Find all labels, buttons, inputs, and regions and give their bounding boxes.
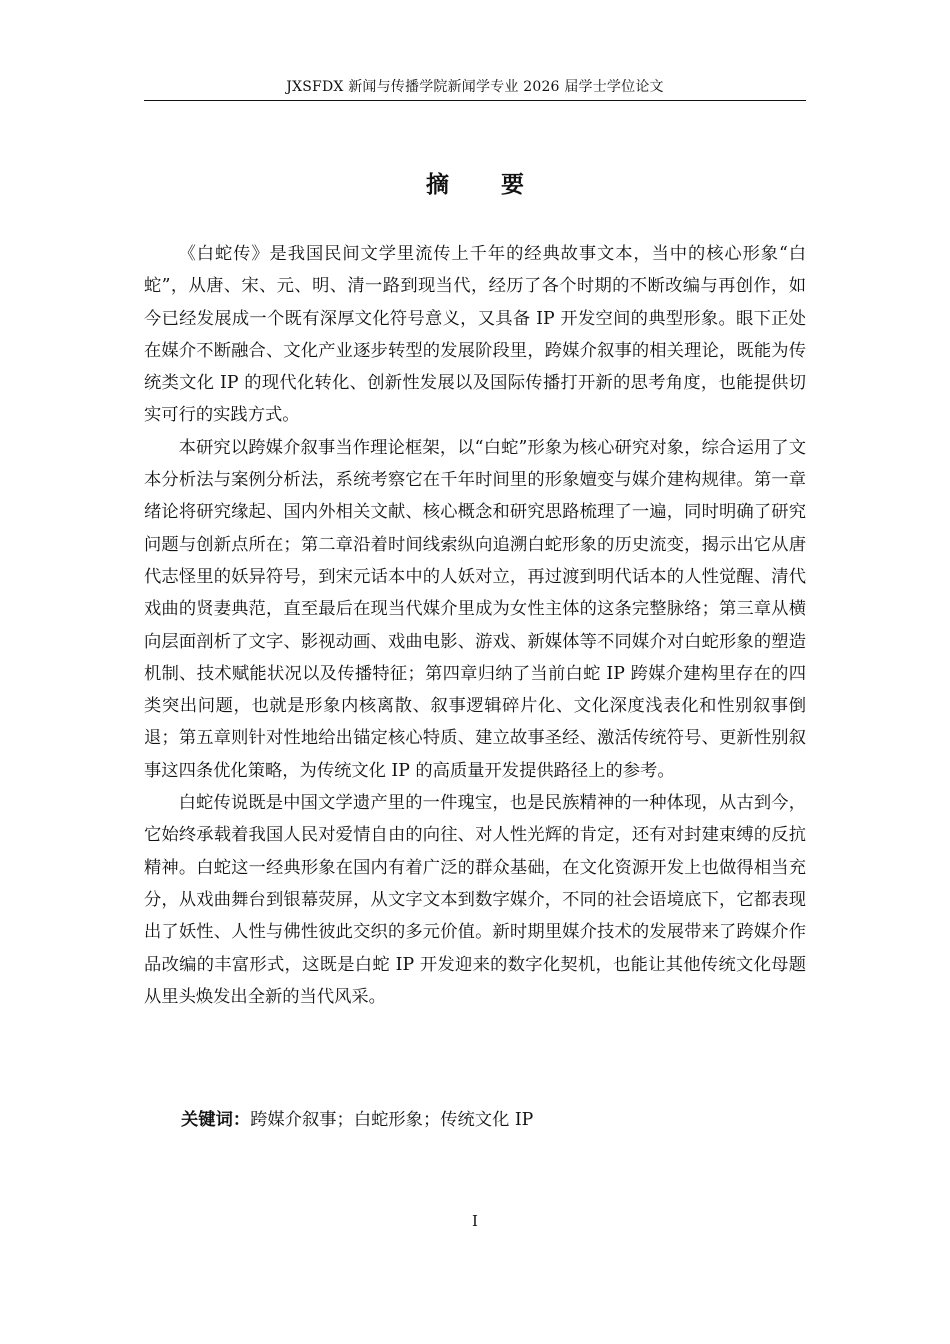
page-number: I	[472, 1212, 478, 1230]
abstract-paragraph-3: 白蛇传说既是中国文学遗产里的一件瑰宝，也是民族精神的一种体现，从古到今，它始终承载着我国人民对爱情自由的向往、对人性光辉的肯定，还有对封建束缚的反抗精神。白蛇这一经典形象在国内有着广泛的群众基础，在文化资源开发上也做得相当充分，从戏曲舞台到银幕荧屏，从文字文本到数字媒介，不同的社会语境底下，它都表现出了妖性、人性与佛性彼此交织的多元价值。新时期里媒介技术的发展带来了跨媒介作品改编的丰富形式，这既是白蛇 IP 开发迎来的数字化契机，也能让其他传统文化母题从里头焕发出全新的当代风采。	[144, 793, 806, 1007]
abstract-body	[144, 238, 806, 1013]
header-rule	[144, 100, 806, 101]
keywords-label: 关键词：	[181, 1110, 251, 1130]
abstract-title: 摘 要	[425, 172, 546, 198]
running-header: JXSFDX 新闻与传播学院新闻学专业 2026 届学士学位论文	[286, 79, 664, 95]
keywords-text: 跨媒介叙事；白蛇形象；传统文化 IP	[250, 1110, 534, 1130]
keywords-line	[181, 1104, 806, 1136]
abstract-paragraph-1: 《白蛇传》是我国民间文学里流传上千年的经典故事文本，当中的核心形象“白蛇”，从唐、宋、元、明、清一路到现当代，经历了各个时期的不断改编与再创作，如今已经发展成一个既有深厚文化符号意义，又具备 IP 开发空间的典型形象。眼下正处在媒介不断融合、文化产业逐步转型的发展阶段里，跨媒介叙事的相关理论，既能为传统类文化 IP 的现代化转化、创新性发展以及国际传播打开新的思考角度，也能提供切实可行的实践方式。	[144, 244, 806, 426]
abstract-paragraph-2: 本研究以跨媒介叙事当作理论框架，以“白蛇”形象为核心研究对象，综合运用了文本分析法与案例分析法，系统考察它在千年时间里的形象嬗变与媒介建构规律。第一章绪论将研究缘起、国内外相关文献、核心概念和研究思路梳理了一遍，同时明确了研究问题与创新点所在；第二章沿着时间线索纵向追溯白蛇形象的历史流变，揭示出它从唐代志怪里的妖异符号，到宋元话本中的人妖对立，再过渡到明代话本的人性觉醒、清代戏曲的贤妻典范，直至最后在现当代媒介里成为女性主体的这条完整脉络；第三章从横向层面剖析了文字、影视动画、戏曲电影、游戏、新媒体等不同媒介对白蛇形象的塑造机制、技术赋能状况以及传播特征；第四章归纳了当前白蛇 IP 跨媒介建构里存在的四类突出问题，也就是形象内核离散、叙事逻辑碎片化、文化深度浅表化和性别叙事倒退；第五章则针对性地给出锚定核心特质、建立故事圣经、激活传统符号、更新性别叙事这四条优化策略，为传统文化 IP 的高质量开发提供路径上的参考。	[144, 437, 806, 781]
